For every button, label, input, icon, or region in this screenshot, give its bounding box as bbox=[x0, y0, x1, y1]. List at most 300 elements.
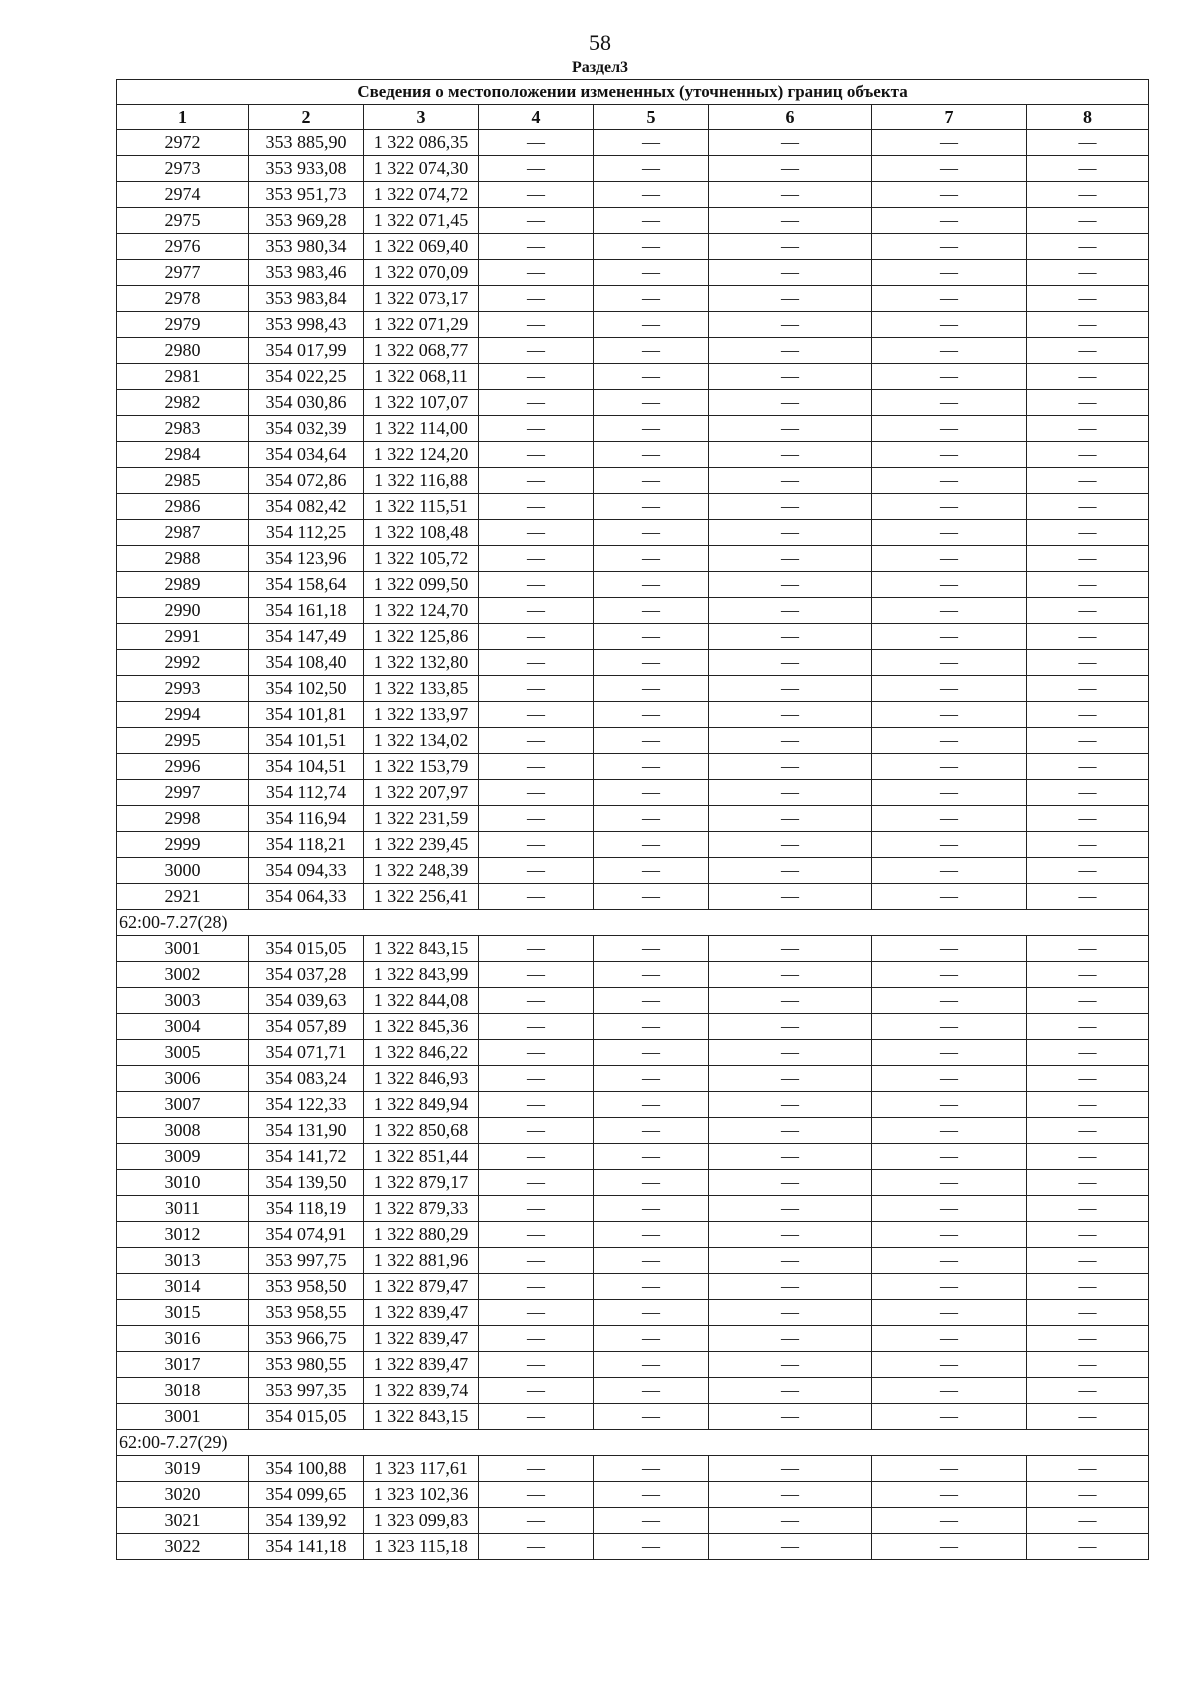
y-coordinate-cell: 1 322 105,72 bbox=[364, 546, 479, 572]
empty-value-cell: — bbox=[479, 208, 594, 234]
table-row bbox=[117, 1118, 1149, 1144]
empty-value-cell: — bbox=[594, 1118, 709, 1144]
y-coordinate-cell: 1 322 071,29 bbox=[364, 312, 479, 338]
empty-value-cell: — bbox=[709, 1066, 872, 1092]
y-coordinate-cell: 1 322 124,20 bbox=[364, 442, 479, 468]
empty-value-cell: — bbox=[1027, 1508, 1149, 1534]
empty-value-cell: — bbox=[872, 572, 1027, 598]
empty-value-cell: — bbox=[594, 962, 709, 988]
x-coordinate-cell: 354 022,25 bbox=[249, 364, 364, 390]
y-coordinate-cell: 1 322 849,94 bbox=[364, 1092, 479, 1118]
table-row bbox=[117, 208, 1149, 234]
x-coordinate-cell: 354 017,99 bbox=[249, 338, 364, 364]
y-coordinate-cell: 1 322 843,15 bbox=[364, 1404, 479, 1430]
empty-value-cell: — bbox=[479, 988, 594, 1014]
empty-value-cell: — bbox=[479, 182, 594, 208]
column-number-row bbox=[117, 105, 1149, 130]
empty-value-cell: — bbox=[1027, 1378, 1149, 1404]
x-coordinate-cell: 354 083,24 bbox=[249, 1066, 364, 1092]
empty-value-cell: — bbox=[872, 1040, 1027, 1066]
empty-value-cell: — bbox=[709, 1170, 872, 1196]
empty-value-cell: — bbox=[872, 1092, 1027, 1118]
empty-value-cell: — bbox=[709, 754, 872, 780]
empty-value-cell: — bbox=[594, 1014, 709, 1040]
empty-value-cell: — bbox=[594, 1508, 709, 1534]
table-row bbox=[117, 1040, 1149, 1066]
empty-value-cell: — bbox=[709, 442, 872, 468]
empty-value-cell: — bbox=[594, 1144, 709, 1170]
table-row bbox=[117, 1482, 1149, 1508]
empty-value-cell: — bbox=[1027, 1456, 1149, 1482]
empty-value-cell: — bbox=[479, 1144, 594, 1170]
empty-value-cell: — bbox=[594, 728, 709, 754]
point-number-cell: 3012 bbox=[117, 1222, 249, 1248]
y-coordinate-cell: 1 322 133,97 bbox=[364, 702, 479, 728]
x-coordinate-cell: 353 997,35 bbox=[249, 1378, 364, 1404]
point-number-cell: 2986 bbox=[117, 494, 249, 520]
x-coordinate-cell: 354 072,86 bbox=[249, 468, 364, 494]
empty-value-cell: — bbox=[1027, 1196, 1149, 1222]
empty-value-cell: — bbox=[594, 1404, 709, 1430]
empty-value-cell: — bbox=[594, 676, 709, 702]
table-row bbox=[117, 1066, 1149, 1092]
empty-value-cell: — bbox=[872, 806, 1027, 832]
point-number-cell: 2997 bbox=[117, 780, 249, 806]
empty-value-cell: — bbox=[594, 1222, 709, 1248]
empty-value-cell: — bbox=[479, 1040, 594, 1066]
empty-value-cell: — bbox=[872, 676, 1027, 702]
y-coordinate-cell: 1 322 099,50 bbox=[364, 572, 479, 598]
empty-value-cell: — bbox=[479, 598, 594, 624]
x-coordinate-cell: 353 958,55 bbox=[249, 1300, 364, 1326]
empty-value-cell: — bbox=[709, 702, 872, 728]
y-coordinate-cell: 1 322 839,47 bbox=[364, 1326, 479, 1352]
empty-value-cell: — bbox=[709, 390, 872, 416]
x-coordinate-cell: 353 983,84 bbox=[249, 286, 364, 312]
empty-value-cell: — bbox=[872, 416, 1027, 442]
y-coordinate-cell: 1 322 074,30 bbox=[364, 156, 479, 182]
y-coordinate-cell: 1 323 102,36 bbox=[364, 1482, 479, 1508]
y-coordinate-cell: 1 322 114,00 bbox=[364, 416, 479, 442]
column-header-8: 8 bbox=[1027, 105, 1149, 130]
x-coordinate-cell: 354 141,18 bbox=[249, 1534, 364, 1560]
table-title: Сведения о местоположении измененных (уточненных) границ объекта bbox=[117, 80, 1149, 105]
empty-value-cell: — bbox=[872, 962, 1027, 988]
y-coordinate-cell: 1 322 069,40 bbox=[364, 234, 479, 260]
table-row bbox=[117, 546, 1149, 572]
table-row bbox=[117, 702, 1149, 728]
x-coordinate-cell: 354 104,51 bbox=[249, 754, 364, 780]
empty-value-cell: — bbox=[479, 962, 594, 988]
point-number-cell: 3004 bbox=[117, 1014, 249, 1040]
point-number-cell: 3013 bbox=[117, 1248, 249, 1274]
point-number-cell: 2989 bbox=[117, 572, 249, 598]
group-label: 62:00-7.27(29) bbox=[117, 1430, 1149, 1456]
table-row bbox=[117, 442, 1149, 468]
empty-value-cell: — bbox=[872, 1508, 1027, 1534]
empty-value-cell: — bbox=[1027, 832, 1149, 858]
empty-value-cell: — bbox=[709, 806, 872, 832]
table-row bbox=[117, 676, 1149, 702]
empty-value-cell: — bbox=[709, 1274, 872, 1300]
empty-value-cell: — bbox=[872, 130, 1027, 156]
empty-value-cell: — bbox=[872, 1300, 1027, 1326]
empty-value-cell: — bbox=[709, 520, 872, 546]
table-row bbox=[117, 494, 1149, 520]
empty-value-cell: — bbox=[479, 572, 594, 598]
x-coordinate-cell: 354 118,19 bbox=[249, 1196, 364, 1222]
empty-value-cell: — bbox=[479, 234, 594, 260]
table-row bbox=[117, 286, 1149, 312]
empty-value-cell: — bbox=[872, 780, 1027, 806]
empty-value-cell: — bbox=[872, 1326, 1027, 1352]
point-number-cell: 2978 bbox=[117, 286, 249, 312]
empty-value-cell: — bbox=[709, 1118, 872, 1144]
empty-value-cell: — bbox=[872, 1404, 1027, 1430]
x-coordinate-cell: 353 969,28 bbox=[249, 208, 364, 234]
point-number-cell: 3020 bbox=[117, 1482, 249, 1508]
column-header-5: 5 bbox=[594, 105, 709, 130]
point-number-cell: 2980 bbox=[117, 338, 249, 364]
empty-value-cell: — bbox=[1027, 1274, 1149, 1300]
empty-value-cell: — bbox=[872, 1274, 1027, 1300]
empty-value-cell: — bbox=[709, 1040, 872, 1066]
x-coordinate-cell: 354 158,64 bbox=[249, 572, 364, 598]
empty-value-cell: — bbox=[1027, 416, 1149, 442]
empty-value-cell: — bbox=[594, 286, 709, 312]
empty-value-cell: — bbox=[709, 494, 872, 520]
empty-value-cell: — bbox=[594, 1092, 709, 1118]
y-coordinate-cell: 1 322 153,79 bbox=[364, 754, 479, 780]
table-row bbox=[117, 416, 1149, 442]
x-coordinate-cell: 354 112,25 bbox=[249, 520, 364, 546]
empty-value-cell: — bbox=[872, 858, 1027, 884]
empty-value-cell: — bbox=[594, 624, 709, 650]
y-coordinate-cell: 1 322 207,97 bbox=[364, 780, 479, 806]
empty-value-cell: — bbox=[479, 936, 594, 962]
y-coordinate-cell: 1 322 839,47 bbox=[364, 1352, 479, 1378]
y-coordinate-cell: 1 322 843,99 bbox=[364, 962, 479, 988]
table-row bbox=[117, 1092, 1149, 1118]
table-row bbox=[117, 598, 1149, 624]
empty-value-cell: — bbox=[479, 1482, 594, 1508]
table-row bbox=[117, 962, 1149, 988]
empty-value-cell: — bbox=[872, 208, 1027, 234]
empty-value-cell: — bbox=[594, 338, 709, 364]
empty-value-cell: — bbox=[709, 1196, 872, 1222]
y-coordinate-cell: 1 322 124,70 bbox=[364, 598, 479, 624]
y-coordinate-cell: 1 322 839,47 bbox=[364, 1300, 479, 1326]
point-number-cell: 3002 bbox=[117, 962, 249, 988]
x-coordinate-cell: 354 032,39 bbox=[249, 416, 364, 442]
point-number-cell: 2993 bbox=[117, 676, 249, 702]
column-header-3: 3 bbox=[364, 105, 479, 130]
empty-value-cell: — bbox=[709, 598, 872, 624]
empty-value-cell: — bbox=[709, 728, 872, 754]
y-coordinate-cell: 1 322 256,41 bbox=[364, 884, 479, 910]
empty-value-cell: — bbox=[1027, 468, 1149, 494]
empty-value-cell: — bbox=[594, 442, 709, 468]
empty-value-cell: — bbox=[1027, 546, 1149, 572]
empty-value-cell: — bbox=[1027, 494, 1149, 520]
point-number-cell: 3011 bbox=[117, 1196, 249, 1222]
empty-value-cell: — bbox=[479, 286, 594, 312]
empty-value-cell: — bbox=[709, 1404, 872, 1430]
empty-value-cell: — bbox=[872, 1482, 1027, 1508]
empty-value-cell: — bbox=[709, 1508, 872, 1534]
point-number-cell: 3021 bbox=[117, 1508, 249, 1534]
empty-value-cell: — bbox=[479, 1508, 594, 1534]
empty-value-cell: — bbox=[594, 260, 709, 286]
empty-value-cell: — bbox=[1027, 936, 1149, 962]
y-coordinate-cell: 1 322 125,86 bbox=[364, 624, 479, 650]
empty-value-cell: — bbox=[872, 728, 1027, 754]
empty-value-cell: — bbox=[1027, 520, 1149, 546]
empty-value-cell: — bbox=[479, 780, 594, 806]
empty-value-cell: — bbox=[479, 156, 594, 182]
table-row bbox=[117, 728, 1149, 754]
empty-value-cell: — bbox=[594, 1248, 709, 1274]
empty-value-cell: — bbox=[1027, 286, 1149, 312]
empty-value-cell: — bbox=[709, 1456, 872, 1482]
y-coordinate-cell: 1 322 133,85 bbox=[364, 676, 479, 702]
x-coordinate-cell: 354 139,92 bbox=[249, 1508, 364, 1534]
empty-value-cell: — bbox=[709, 1482, 872, 1508]
table-row bbox=[117, 1352, 1149, 1378]
point-number-cell: 2983 bbox=[117, 416, 249, 442]
x-coordinate-cell: 354 039,63 bbox=[249, 988, 364, 1014]
table-row bbox=[117, 1534, 1149, 1560]
empty-value-cell: — bbox=[709, 1326, 872, 1352]
empty-value-cell: — bbox=[872, 1170, 1027, 1196]
x-coordinate-cell: 353 951,73 bbox=[249, 182, 364, 208]
empty-value-cell: — bbox=[594, 416, 709, 442]
empty-value-cell: — bbox=[1027, 1066, 1149, 1092]
x-coordinate-cell: 354 122,33 bbox=[249, 1092, 364, 1118]
point-number-cell: 3001 bbox=[117, 1404, 249, 1430]
y-coordinate-cell: 1 322 116,88 bbox=[364, 468, 479, 494]
empty-value-cell: — bbox=[709, 1378, 872, 1404]
x-coordinate-cell: 354 071,71 bbox=[249, 1040, 364, 1066]
point-number-cell: 2973 bbox=[117, 156, 249, 182]
y-coordinate-cell: 1 322 231,59 bbox=[364, 806, 479, 832]
empty-value-cell: — bbox=[872, 988, 1027, 1014]
empty-value-cell: — bbox=[479, 1066, 594, 1092]
empty-value-cell: — bbox=[709, 546, 872, 572]
empty-value-cell: — bbox=[594, 754, 709, 780]
y-coordinate-cell: 1 323 115,18 bbox=[364, 1534, 479, 1560]
empty-value-cell: — bbox=[479, 806, 594, 832]
empty-value-cell: — bbox=[479, 1352, 594, 1378]
table-row bbox=[117, 1248, 1149, 1274]
x-coordinate-cell: 354 030,86 bbox=[249, 390, 364, 416]
empty-value-cell: — bbox=[594, 390, 709, 416]
table-row bbox=[117, 858, 1149, 884]
x-coordinate-cell: 354 015,05 bbox=[249, 1404, 364, 1430]
empty-value-cell: — bbox=[709, 208, 872, 234]
empty-value-cell: — bbox=[1027, 858, 1149, 884]
point-number-cell: 2990 bbox=[117, 598, 249, 624]
empty-value-cell: — bbox=[709, 1248, 872, 1274]
point-number-cell: 2994 bbox=[117, 702, 249, 728]
point-number-cell: 3014 bbox=[117, 1274, 249, 1300]
empty-value-cell: — bbox=[479, 1378, 594, 1404]
y-coordinate-cell: 1 322 239,45 bbox=[364, 832, 479, 858]
y-coordinate-cell: 1 322 068,11 bbox=[364, 364, 479, 390]
empty-value-cell: — bbox=[872, 468, 1027, 494]
x-coordinate-cell: 354 161,18 bbox=[249, 598, 364, 624]
table-row bbox=[117, 1014, 1149, 1040]
empty-value-cell: — bbox=[594, 650, 709, 676]
table-row bbox=[117, 260, 1149, 286]
empty-value-cell: — bbox=[594, 858, 709, 884]
empty-value-cell: — bbox=[479, 1118, 594, 1144]
point-number-cell: 2992 bbox=[117, 650, 249, 676]
empty-value-cell: — bbox=[709, 130, 872, 156]
empty-value-cell: — bbox=[1027, 1040, 1149, 1066]
empty-value-cell: — bbox=[1027, 728, 1149, 754]
empty-value-cell: — bbox=[709, 286, 872, 312]
empty-value-cell: — bbox=[1027, 338, 1149, 364]
table-row bbox=[117, 520, 1149, 546]
table-row bbox=[117, 884, 1149, 910]
empty-value-cell: — bbox=[1027, 1118, 1149, 1144]
empty-value-cell: — bbox=[594, 832, 709, 858]
empty-value-cell: — bbox=[709, 676, 872, 702]
point-number-cell: 2998 bbox=[117, 806, 249, 832]
table-row bbox=[117, 1300, 1149, 1326]
x-coordinate-cell: 354 015,05 bbox=[249, 936, 364, 962]
empty-value-cell: — bbox=[872, 1222, 1027, 1248]
table-row bbox=[117, 312, 1149, 338]
point-number-cell: 2984 bbox=[117, 442, 249, 468]
empty-value-cell: — bbox=[479, 494, 594, 520]
empty-value-cell: — bbox=[709, 416, 872, 442]
point-number-cell: 3016 bbox=[117, 1326, 249, 1352]
x-coordinate-cell: 354 131,90 bbox=[249, 1118, 364, 1144]
table-row bbox=[117, 754, 1149, 780]
x-coordinate-cell: 353 983,46 bbox=[249, 260, 364, 286]
boundary-coordinates-table bbox=[116, 79, 1149, 1560]
point-number-cell: 2991 bbox=[117, 624, 249, 650]
empty-value-cell: — bbox=[872, 650, 1027, 676]
empty-value-cell: — bbox=[1027, 234, 1149, 260]
empty-value-cell: — bbox=[709, 182, 872, 208]
group-row bbox=[117, 910, 1149, 936]
empty-value-cell: — bbox=[479, 546, 594, 572]
empty-value-cell: — bbox=[872, 364, 1027, 390]
empty-value-cell: — bbox=[872, 754, 1027, 780]
empty-value-cell: — bbox=[1027, 1014, 1149, 1040]
point-number-cell: 2987 bbox=[117, 520, 249, 546]
empty-value-cell: — bbox=[872, 1196, 1027, 1222]
empty-value-cell: — bbox=[1027, 1352, 1149, 1378]
empty-value-cell: — bbox=[709, 156, 872, 182]
empty-value-cell: — bbox=[594, 130, 709, 156]
empty-value-cell: — bbox=[479, 260, 594, 286]
y-coordinate-cell: 1 322 086,35 bbox=[364, 130, 479, 156]
empty-value-cell: — bbox=[479, 520, 594, 546]
empty-value-cell: — bbox=[709, 884, 872, 910]
section-label: Раздел3 bbox=[571, 59, 629, 76]
point-number-cell: 3015 bbox=[117, 1300, 249, 1326]
empty-value-cell: — bbox=[479, 1170, 594, 1196]
empty-value-cell: — bbox=[1027, 1482, 1149, 1508]
table-row bbox=[117, 624, 1149, 650]
empty-value-cell: — bbox=[709, 572, 872, 598]
empty-value-cell: — bbox=[479, 728, 594, 754]
empty-value-cell: — bbox=[479, 390, 594, 416]
point-number-cell: 2974 bbox=[117, 182, 249, 208]
empty-value-cell: — bbox=[872, 1066, 1027, 1092]
empty-value-cell: — bbox=[479, 624, 594, 650]
empty-value-cell: — bbox=[1027, 130, 1149, 156]
empty-value-cell: — bbox=[479, 1222, 594, 1248]
y-coordinate-cell: 1 322 134,02 bbox=[364, 728, 479, 754]
empty-value-cell: — bbox=[872, 832, 1027, 858]
x-coordinate-cell: 353 997,75 bbox=[249, 1248, 364, 1274]
y-coordinate-cell: 1 322 846,22 bbox=[364, 1040, 479, 1066]
empty-value-cell: — bbox=[479, 1196, 594, 1222]
point-number-cell: 2988 bbox=[117, 546, 249, 572]
empty-value-cell: — bbox=[594, 1274, 709, 1300]
point-number-cell: 3001 bbox=[117, 936, 249, 962]
empty-value-cell: — bbox=[709, 858, 872, 884]
y-coordinate-cell: 1 322 845,36 bbox=[364, 1014, 479, 1040]
empty-value-cell: — bbox=[479, 364, 594, 390]
empty-value-cell: — bbox=[872, 1534, 1027, 1560]
empty-value-cell: — bbox=[872, 624, 1027, 650]
column-header-4: 4 bbox=[479, 105, 594, 130]
x-coordinate-cell: 353 958,50 bbox=[249, 1274, 364, 1300]
point-number-cell: 3018 bbox=[117, 1378, 249, 1404]
column-header-2: 2 bbox=[249, 105, 364, 130]
table-row bbox=[117, 1274, 1149, 1300]
empty-value-cell: — bbox=[594, 884, 709, 910]
x-coordinate-cell: 354 102,50 bbox=[249, 676, 364, 702]
empty-value-cell: — bbox=[1027, 156, 1149, 182]
x-coordinate-cell: 353 885,90 bbox=[249, 130, 364, 156]
empty-value-cell: — bbox=[872, 884, 1027, 910]
y-coordinate-cell: 1 322 115,51 bbox=[364, 494, 479, 520]
point-number-cell: 2985 bbox=[117, 468, 249, 494]
empty-value-cell: — bbox=[1027, 1170, 1149, 1196]
table-row bbox=[117, 572, 1149, 598]
table-row bbox=[117, 936, 1149, 962]
x-coordinate-cell: 354 147,49 bbox=[249, 624, 364, 650]
empty-value-cell: — bbox=[709, 364, 872, 390]
empty-value-cell: — bbox=[1027, 182, 1149, 208]
empty-value-cell: — bbox=[594, 1300, 709, 1326]
point-number-cell: 2975 bbox=[117, 208, 249, 234]
empty-value-cell: — bbox=[872, 546, 1027, 572]
empty-value-cell: — bbox=[594, 208, 709, 234]
y-coordinate-cell: 1 322 844,08 bbox=[364, 988, 479, 1014]
empty-value-cell: — bbox=[1027, 364, 1149, 390]
y-coordinate-cell: 1 322 073,17 bbox=[364, 286, 479, 312]
x-coordinate-cell: 354 101,51 bbox=[249, 728, 364, 754]
x-coordinate-cell: 354 034,64 bbox=[249, 442, 364, 468]
table-row bbox=[117, 650, 1149, 676]
empty-value-cell: — bbox=[1027, 572, 1149, 598]
empty-value-cell: — bbox=[594, 702, 709, 728]
y-coordinate-cell: 1 322 850,68 bbox=[364, 1118, 479, 1144]
empty-value-cell: — bbox=[1027, 598, 1149, 624]
point-number-cell: 2996 bbox=[117, 754, 249, 780]
y-coordinate-cell: 1 322 881,96 bbox=[364, 1248, 479, 1274]
empty-value-cell: — bbox=[479, 1248, 594, 1274]
empty-value-cell: — bbox=[709, 1092, 872, 1118]
